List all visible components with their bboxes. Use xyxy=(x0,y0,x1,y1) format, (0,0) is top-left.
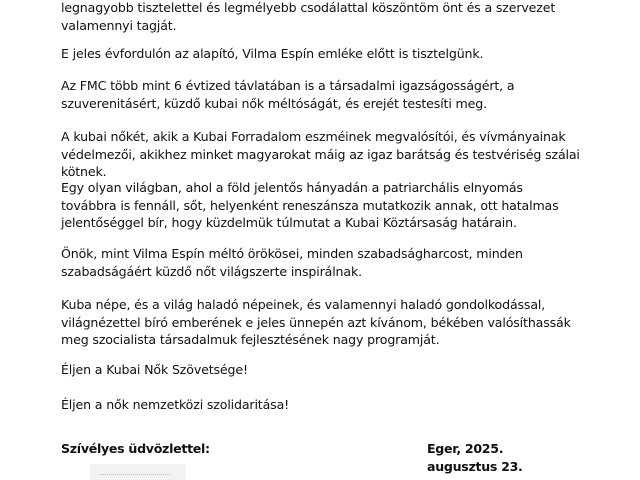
paragraph-inspiration: Önök, mint Vilma Espín méltó örökösei, minden szabadságharcost, minden szabadságáért küzdő nőt világszerte inspirálnak. xyxy=(61,246,523,279)
paragraph-founder-tribute: E jeles évfordulón az alapító, Vilma Espín emléke előtt is tisztelgünk. xyxy=(61,46,484,61)
paragraph-cuban-women: A kubai nőkét, akik a Kubai Forradalom eszméinek megvalósítói, és vívmányainak védelmezői, akikhez minket magyarokat máig az igaz barátság és testvériség szálai kötnek. xyxy=(61,129,580,179)
paragraph-patriarchy: Egy olyan világban, ahol a föld jelentős hányadán a patriarchális elnyomás továbbra is fennáll, sőt, helyenként reneszánsza mutatkozik annak, ott hatalmas jelentőséggel bír, hogy küzdelmük túlmutat a Kubai Köztársaság határain. xyxy=(61,180,559,230)
place-and-date: Eger, 2025. augusztus 23. xyxy=(427,441,523,474)
paragraph-long-live-solidarity: Éljen a nők nemzetközi szolidaritása! xyxy=(61,397,290,412)
paragraph-wishes: Kuba népe, és a világ haladó népeinek, és valamennyi haladó gondolkodással, világnézettel bíró emberének e jeles ünnepén azt kívánom, békében valósíthassák meg szocialista társadalmuk fejlesztésének nagy programját. xyxy=(61,297,571,347)
closing-salutation: Szívélyes üdvözlettel: xyxy=(61,441,210,456)
signature-stamp-fragment xyxy=(90,464,186,480)
paragraph-long-live-federation: Éljen a Kubai Nők Szövetsége! xyxy=(61,362,248,377)
paragraph-fmc-history: Az FMC több mint 6 évtized távlatában is a társadalmi igazságosságért, a szuverenitásért, küzdő kubai nők méltóságát, és erejét testesíti meg. xyxy=(61,78,515,111)
paragraph-greeting: legnagyobb tisztelettel és legmélyebb csodálattal köszöntöm önt és a szervezet valamennyi tagját. xyxy=(61,0,556,33)
